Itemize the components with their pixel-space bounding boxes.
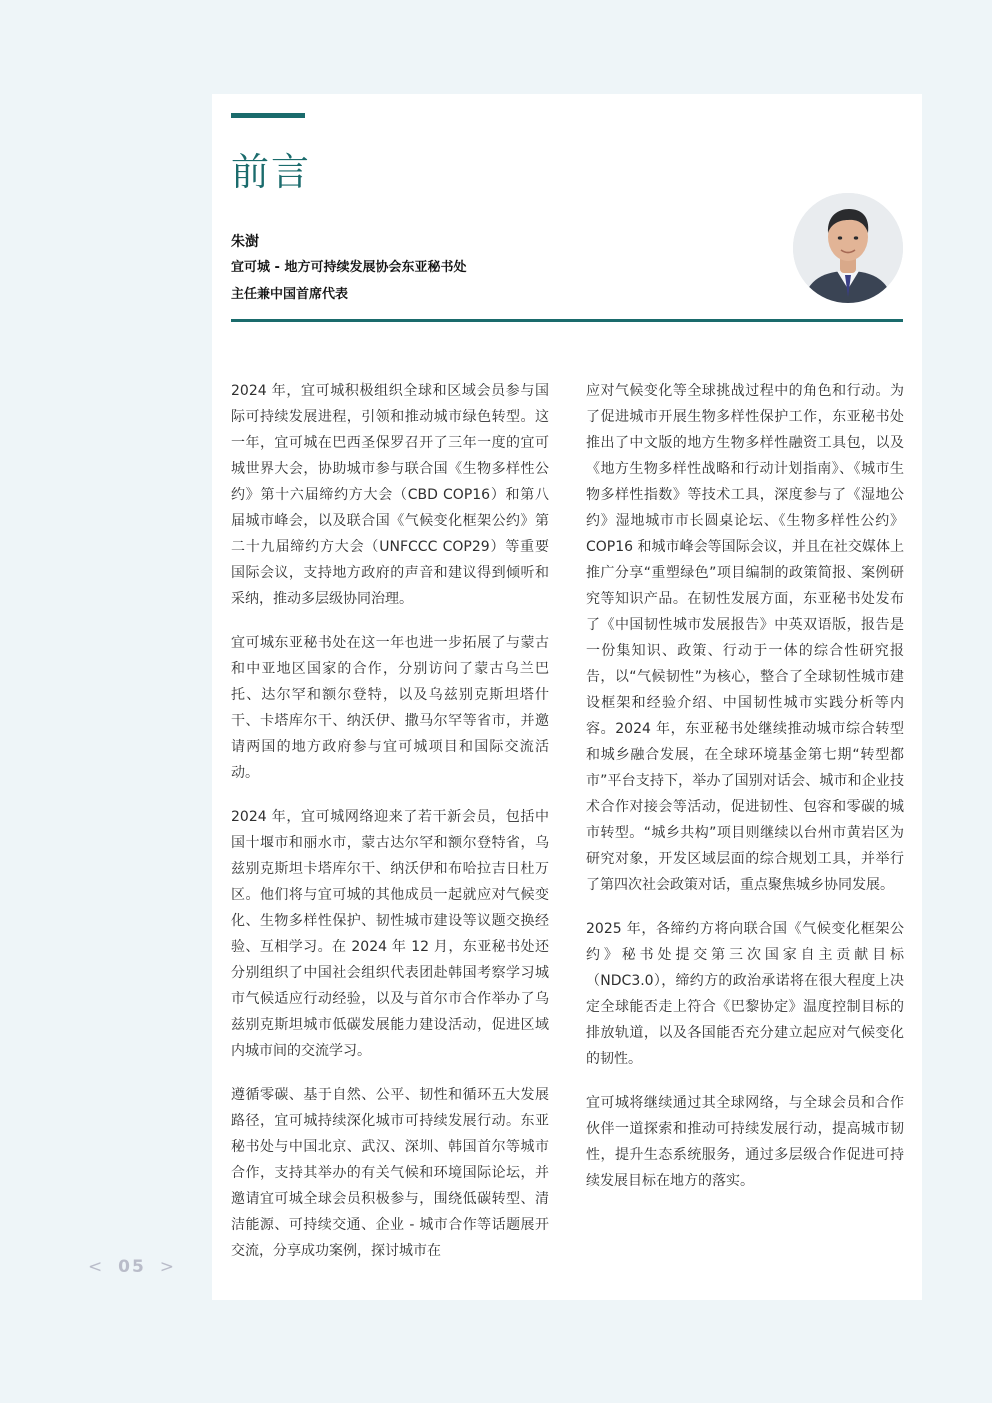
author-name: 朱澍 xyxy=(231,234,259,250)
page-number: 05 xyxy=(118,1257,146,1277)
page-pager xyxy=(82,1257,182,1277)
body-paragraph: 应对气候变化等全球挑战过程中的角色和行动。为了促进城市开展生物多样性保护工作，东亚秘书处推出了中文版的地方生物多样性融资工具包，以及《地方生物多样性战略和行动计划指南》、《城市生物多样性指数》等技术工具，深度参与了《湿地公约》湿地城市市长圆桌论坛、《生物多样性公约》COP16 和城市峰会等国际会议，并且在社交媒体上推广分享“重塑绿色”项目编制的政策简报、案例研究等知识产品。在韧性发展方面，东亚秘书处发布了《中国韧性城市发展报告》中英双语版，报告是一份集知识、政策、行动于一体的综合性研究报告，以“气候韧性”为核心，整合了全球韧性城市建设框架和经验介绍、中国韧性城市实践分析等内容。2024 年，东亚秘书处继续推动城市综合转型和城乡融合发展，在全球环境基金第七期“转型都市”平台支持下，举办了国别对话会、城市和企业技术合作对接会等活动，促进韧性、包容和零碳的城市转型。“城乡共构”项目则继续以台州市黄岩区为研究对象，开发区域层面的综合规划工具，并举行了第四次社会政策对话，重点聚焦城乡协同发展。 xyxy=(586,383,904,893)
body-paragraph: 宜可城东亚秘书处在这一年也进一步拓展了与蒙古和中亚地区国家的合作，分别访问了蒙古乌兰巴托、达尔罕和额尔登特，以及乌兹别克斯坦塔什干、卡塔库尔干、纳沃伊、撒马尔罕等省市，并邀请两国的地方政府参与宜可城项目和国际交流活动。 xyxy=(231,635,549,781)
body-paragraph: 2024 年，宜可城积极组织全球和区域会员参与国际可持续发展进程，引领和推动城市绿色转型。这一年，宜可城在巴西圣保罗召开了三年一度的宜可城世界大会，协助城市参与联合国《生物多样性公约》第十六届缔约方大会（CBD COP16）和第八届城市峰会，以及联合国《气候变化框架公约》第二十九届缔约方大会（UNFCCC COP29）等重要国际会议，支持地方政府的声音和建议得到倾听和采纳，推动多层级协同治理。 xyxy=(231,383,549,607)
header-divider xyxy=(231,319,903,322)
body-paragraph: 宜可城将继续通过其全球网络，与全球会员和合作伙伴一道探索和推动可持续发展行动，提高城市韧性，提升生态系统服务，通过多层级合作促进可持续发展目标在地方的落实。 xyxy=(586,1095,904,1189)
title-accent-bar xyxy=(231,113,305,118)
author-affiliation: 宜可城 - 地方可持续发展协会东亚秘书处 xyxy=(231,260,467,275)
next-page-button[interactable]: > xyxy=(159,1257,177,1277)
body-paragraph: 遵循零碳、基于自然、公平、韧性和循环五大发展路径，宜可城持续深化城市可持续发展行动。东亚秘书处与中国北京、武汉、深圳、韩国首尔等城市合作，支持其举办的有关气候和环境国际论坛，并邀请宜可城全球会员积极参与，围绕低碳转型、清洁能源、可持续交通、企业 - 城市合作等话题展开交流，分享成功案例，探讨城市在 xyxy=(231,1087,549,1259)
body-paragraph: 2024 年，宜可城网络迎来了若干新会员，包括中国十堰市和丽水市，蒙古达尔罕和额尔登特省，乌兹别克斯坦卡塔库尔干、纳沃伊和布哈拉吉日杜万区。他们将与宜可城的其他成员一起就应对气候变化、生物多样性保护、韧性城市建设等议题交换经验、互相学习。在 2024 年 12 月，东亚秘书处还分别组织了中国社会组织代表团赴韩国考察学习城市气候适应行动经验，以及与首尔市合作举办了乌兹别克斯坦城市低碳发展能力建设活动，促进区域内城市间的交流学习。 xyxy=(231,809,549,1059)
author-position: 主任兼中国首席代表 xyxy=(231,287,349,302)
author-block xyxy=(231,230,466,308)
body-column-right xyxy=(586,378,904,1212)
page-title: 前言 xyxy=(231,150,312,194)
author-portrait xyxy=(793,193,903,303)
portrait-illustration xyxy=(793,193,903,303)
previous-page-button[interactable]: < xyxy=(88,1257,105,1277)
body-column-left xyxy=(231,378,549,1282)
body-paragraph: 2025 年，各缔约方将向联合国《气候变化框架公约》秘书处提交第三次国家自主贡献目标（NDC3.0），缔约方的政治承诺将在很大程度上决定全球能否走上符合《巴黎协定》温度控制目标的排放轨道，以及各国能否充分建立起应对气候变化的韧性。 xyxy=(586,921,904,1067)
